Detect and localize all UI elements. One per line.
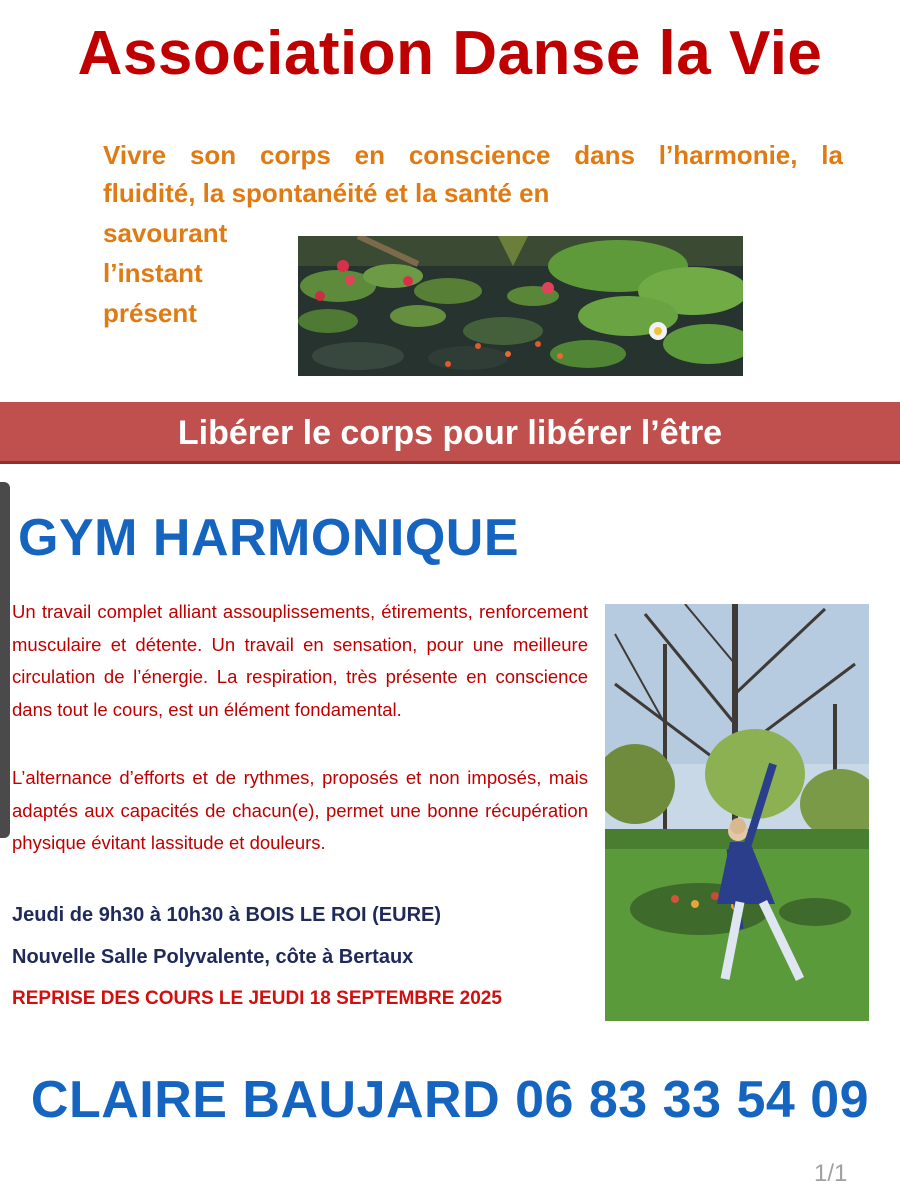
- tagline-line-4: l’instant: [103, 258, 203, 288]
- course-reprise: REPRISE DES COURS LE JEUDI 18 SEPTEMBRE 2025: [12, 988, 502, 1009]
- contact-line: CLAIRE BAUJARD 06 83 33 54 09: [30, 1071, 870, 1129]
- motto-banner: [0, 402, 900, 464]
- course-title: GYM HARMONIQUE: [18, 509, 519, 567]
- tagline-line-2: fluidité, la spontanéité et la santé en: [103, 178, 550, 208]
- course-schedule: Jeudi de 9h30 à 10h30 à BOIS LE ROI (EURE): [12, 904, 442, 926]
- tagline-line-1: Vivre son corps en conscience dans l’harmonie, la: [103, 140, 843, 170]
- scroll-handle[interactable]: [0, 482, 10, 838]
- yoga-garden-photo: [605, 604, 869, 1021]
- course-description-1: Un travail complet alliant assouplissements, étirements, renforcement musculaire et détente. Un travail en sensation, pour une meilleure circulation de l’énergie. La respiration, très présente en conscience dans tout le cours, est un élément fondamental.: [12, 601, 588, 720]
- tagline-line-5: présent: [103, 298, 197, 328]
- association-title: Association Danse la Vie: [77, 19, 823, 88]
- course-location: Nouvelle Salle Polyvalente, côte à Bertaux: [12, 946, 414, 968]
- water-lily-pond-image: [298, 236, 743, 376]
- motto-text: Libérer le corps pour libérer l’être: [177, 414, 723, 452]
- tagline-line-3: savourant: [103, 218, 228, 248]
- page-indicator: 1/1: [814, 1160, 848, 1187]
- course-description-2: L’alternance d’efforts et de rythmes, proposés et non imposés, mais adaptés aux capacités de chacun(e), permet une bonne récupération physique évitant lassitude et douleurs.: [12, 767, 588, 854]
